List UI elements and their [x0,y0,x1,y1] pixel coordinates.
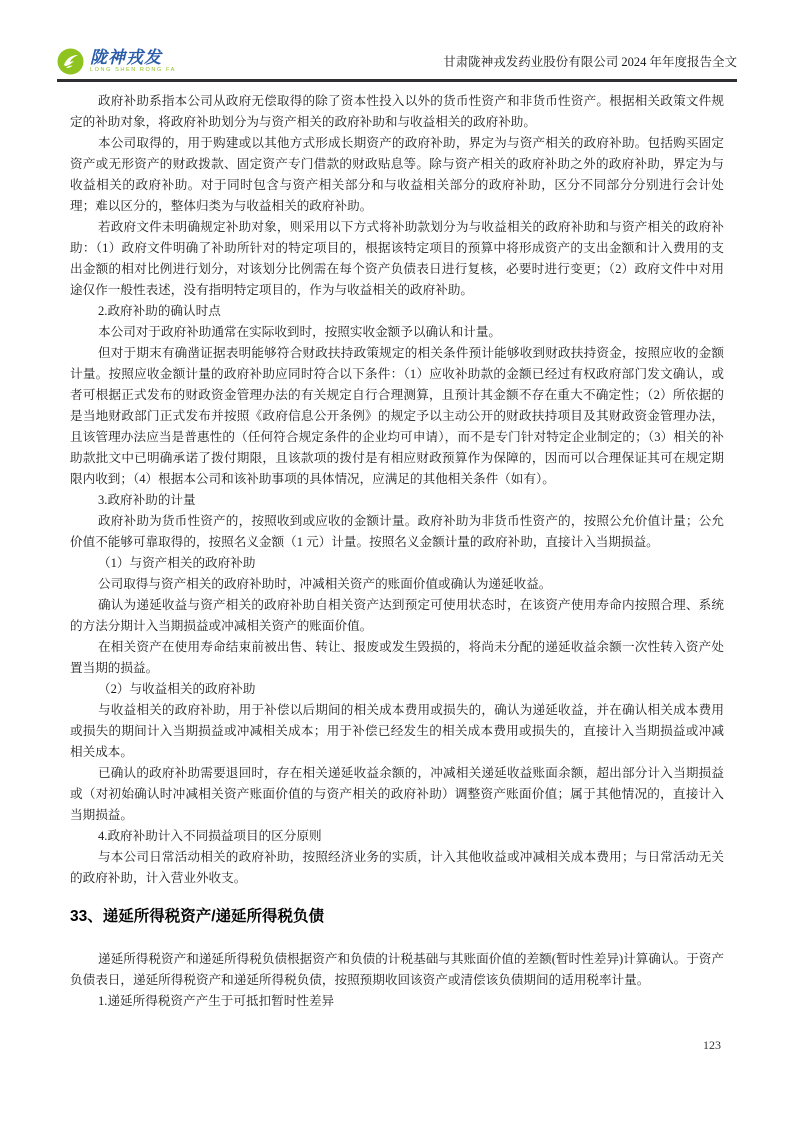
paragraph: （1）与资产相关的政府补助 [98,556,256,570]
paragraph: 2.政府补助的确认时点 [98,304,221,318]
paragraph: 本公司对于政府补助通常在实际收到时，按照实收金额予以确认和计量。 [98,325,501,339]
page-content [70,91,724,1012]
paragraph: 1.递延所得税资产产生于可抵扣暂时性差异 [98,994,335,1008]
paragraph: 递延所得税资产和递延所得税负债根据资产和负债的计税基础与其账面价值的差额(暂时性差异)计算确认。于资产负债表日，递延所得税资产和递延所得税负债，按照预期收回该资产或清偿该负债期间的适用税率计量。 [70,952,724,987]
section-government-grants [70,91,724,889]
paragraph: 政府补助为货币性资产的，按照收到或应收的金额计量。政府补助为非货币性资产的，按照公允价值计量；公允价值不能够可靠取得的，按照名义金额（1 元）计量。按照名义金额计量的政府补助，直接计入当期损益。 [70,514,724,549]
company-logo-icon [57,48,84,75]
paragraph: 政府补助系指本公司从政府无偿取得的除了资本性投入以外的货币性资产和非货币性资产。根据相关政策文件规定的补助对象，将政府补助划分为与资产相关的政府补助和与收益相关的政府补助。 [70,94,724,129]
paragraph: 但对于期末有确凿证据表明能够符合财政扶持政策规定的相关条件预计能够收到财政扶持资金，按照应收的金额计量。按照应收金额计量的政府补助应同时符合以下条件：（1）应收补助款的金额已经过有权政府部门发文确认，或者可根据正式发布的财政资金管理办法的有关规定自行合理测算，且预计其金额不存在重大不确定性；（2）所依据的是当地财政部门正式发布并按照《政府信息公开条例》的规定予以主动公开的财政扶持项目及其财政资金管理办法，且该管理办法应当是普惠性的（任何符合规定条件的企业均可申请），而不是专门针对特定企业制定的；（3）相关的补助款批文中已明确承诺了拨付期限，且该款项的拨付是有相应财政预算作为保障的，因而可以合理保证其可在规定期限内收到；（4）根据本公司和该补助事项的具体情况，应满足的其他相关条件（如有）。 [70,346,724,486]
paragraph: 与收益相关的政府补助，用于补偿以后期间的相关成本费用或损失的，确认为递延收益，并在确认相关成本费用或损失的期间计入当期损益或冲减相关成本；用于补偿已经发生的相关成本费用或损失的，直接计入当期损益或冲减相关成本。 [70,703,724,759]
paragraph: 3.政府补助的计量 [98,493,196,507]
paragraph: 4.政府补助计入不同损益项目的区分原则 [98,829,322,843]
paragraph: 与本公司日常活动相关的政府补助，按照经济业务的实质，计入其他收益或冲减相关成本费用；与日常活动无关的政府补助，计入营业外收支。 [70,850,724,885]
paragraph: 公司取得与资产相关的政府补助时，冲减相关资产的账面价值或确认为递延收益。 [98,577,552,591]
company-logo-text [90,49,176,74]
section-deferred-tax [70,949,724,1012]
document-title: 甘肃陇神戎发药业股份有限公司 2024 年年度报告全文 [443,55,737,69]
page-header [57,44,737,78]
paragraph: 确认为递延收益与资产相关的政府补助自相关资产达到预定可使用状态时，在该资产使用寿命内按照合理、系统的方法分期计入当期损益或冲减相关资产的账面价值。 [70,598,724,633]
company-logo-name: 陇神戎发 [90,47,162,67]
paragraph: 若政府文件未明确规定补助对象，则采用以下方式将补助款划分为与收益相关的政府补助和与资产相关的政府补助：（1）政府文件明确了补助所针对的特定项目的，根据该特定项目的预算中将形成资产的支出金额和计入费用的支出金额的相对比例进行划分，对该划分比例需在每个资产负债表日进行复核，必要时进行变更；（2）政府文件中对用途仅作一般性表述，没有指明特定项目的，作为与收益相关的政府补助。 [70,220,724,297]
header-divider [57,79,737,82]
paragraph: （2）与收益相关的政府补助 [98,682,256,696]
paragraph: 本公司取得的，用于购建或以其他方式形成长期资产的政府补助，界定为与资产相关的政府补助。包括购买固定资产或无形资产的财政拨款、固定资产专门借款的财政贴息等。除与资产相关的政府补助之外的政府补助，界定为与收益相关的政府补助。对于同时包含与资产相关部分和与收益相关部分的政府补助，区分不同部分分别进行会计处理；难以区分的，整体归类为与收益相关的政府补助。 [70,136,724,213]
paragraph: 已确认的政府补助需要退回时，存在相关递延收益余额的，冲减相关递延收益账面余额，超出部分计入当期损益或（对初始确认时冲减相关资产账面价值的与资产相关的政府补助）调整资产账面价值；属于其他情况的，直接计入当期损益。 [70,766,724,822]
company-logo [57,48,176,75]
company-logo-subtext: LONG SHEN RONG FA [90,66,176,73]
paragraph: 在相关资产在使用寿命结束前被出售、转让、报废或发生毁损的，将尚未分配的递延收益余额一次性转入资产处置当期的损益。 [70,640,724,675]
section-heading-deferred-tax: 33、递延所得税资产/递延所得税负债 [70,908,325,925]
page-number: 123 [703,1038,721,1052]
